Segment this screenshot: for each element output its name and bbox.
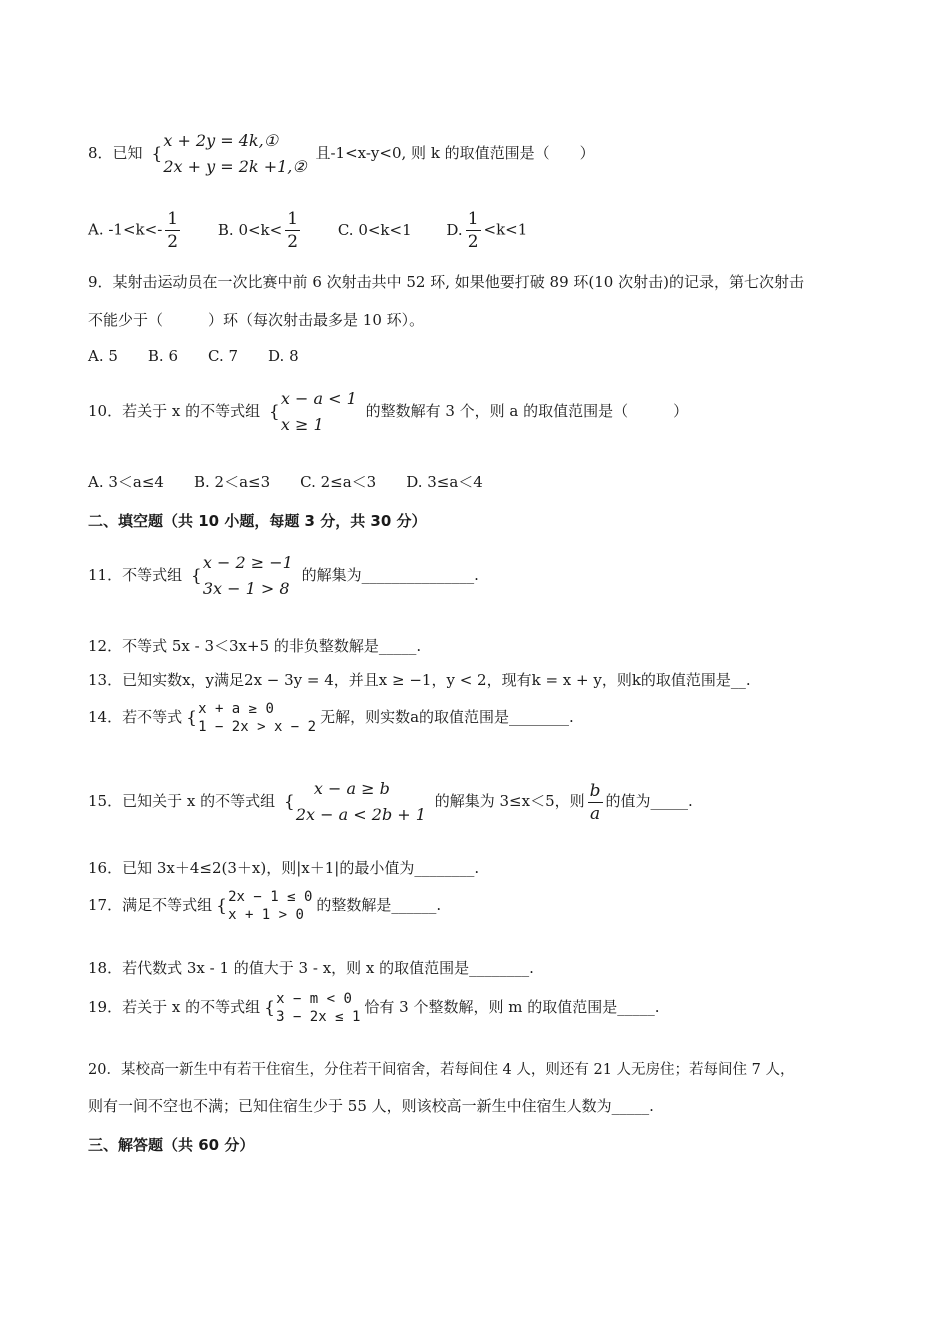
q11-prefix: 11．不等式组 [88,566,183,584]
q10-eq2: x ≥ 1 [280,415,324,434]
q8-option-d-tail: <k<1 [483,220,528,239]
q8-fraction-d [466,208,481,253]
q11-eq1: x − 2 ≥ −1 [202,553,293,572]
frac-num: b [589,780,601,801]
section-3-heading: 三、解答题（共 60 分） [88,1136,255,1154]
q9-options: A. 5 B. 6 C. 7 D. 8 [88,347,299,365]
q8-option-c: C. 0<k<1 [337,220,412,239]
q19-prefix: 19．若关于 x 的不等式组 [88,998,261,1016]
frac-num: 1 [287,209,299,229]
frac-num: 1 [167,209,179,229]
q11-system [191,550,293,602]
q19-eq1: x − m < 0 [276,991,352,1007]
question-18: 18．若代数式 3x - 1 的值大于 3 - x，则 x 的取值范围是________. [88,959,534,977]
frac-den: a [590,803,601,824]
q8-options [88,208,527,253]
q9-line2: 不能少于（ ）环（每次射击最多是 10 环）。 [88,311,425,329]
q8-eq2: 2x + y = 2k +1,② [163,157,307,176]
question-13: 13．已知实数x，y满足2x − 3y = 4，并且x ≥ −1，y < 2，现有k = x + y，则k的取值范围是__. [88,671,751,689]
q14-eq2: 1 − 2x > x − 2 [198,719,317,735]
q11-eq2: 3x − 1 > 8 [202,579,290,598]
question-8 [88,128,595,180]
q8-option-b: B. 0<k< [217,220,283,239]
question-15 [88,776,693,828]
brace-icon: { [190,566,202,586]
q8-fraction-b [285,208,300,253]
q17-system [216,888,312,924]
q15-mid: 的解集为 3≤x＜5，则 [434,792,585,810]
q14-suffix: 无解，则实数a的取值范围是________. [320,708,574,726]
q14-eq1: x + a ≥ 0 [198,701,274,717]
q9-line1: 9．某射击运动员在一次比赛中前 6 次射击共中 52 环, 如果他要打破 89 环(10 次射击)的记录，第七次射击 [88,273,804,291]
brace-icon: { [216,896,227,916]
q17-suffix: 的整数解是______. [316,896,442,914]
q15-eq2: 2x − a < 2b + 1 [295,805,426,824]
question-14 [88,700,574,736]
q20-line1: 20．某校高一新生中有若干住宿生，分住若干间宿舍，若每间住 4 人，则还有 21 人无房住；若每间住 7 人， [88,1062,795,1078]
q10-system [269,386,357,438]
question-16: 16．已知 3x＋4≤2(3＋x)，则|x＋1|的最小值为________. [88,859,480,877]
q8-option-a: A. -1<k<- [88,220,163,239]
frac-den: 2 [167,232,179,252]
q8-fraction-a [165,208,180,253]
q17-eq2: x + 1 > 0 [228,907,304,923]
q15-eq1: x − a ≥ b [313,779,390,798]
q10-suffix: 的整数解有 3 个，则 a 的取值范围是（ ） [365,402,689,420]
q14-prefix: 14．若不等式 [88,708,183,726]
brace-icon: { [268,402,280,422]
q8-eq1: x + 2y = 4k,① [163,131,279,150]
q15-fraction [588,780,603,825]
section-2-heading: 二、填空题（共 10 小题，每题 3 分，共 30 分） [88,512,427,530]
frac-den: 2 [467,232,479,252]
q8-suffix: 且-1<x-y<0, 则 k 的取值范围是（ ） [315,144,595,162]
q19-eq2: 3 − 2x ≤ 1 [276,1009,361,1025]
q8-prefix: 8．已知 [88,144,143,162]
q17-eq1: 2x − 1 ≤ 0 [228,889,313,905]
brace-icon: { [151,144,163,164]
frac-den: 2 [287,232,299,252]
q10-prefix: 10．若关于 x 的不等式组 [88,402,261,420]
brace-icon: { [264,998,275,1018]
frac-num: 1 [467,209,479,229]
question-11 [88,550,479,602]
q15-prefix: 15．已知关于 x 的不等式组 [88,792,276,810]
q20-line2: 则有一间不空也不满；已知住宿生少于 55 人，则该校高一新生中住宿生人数为_____. [88,1097,654,1115]
q8-system [151,128,306,180]
q10-options: A. 3＜a≤4 B. 2＜a≤3 C. 2≤a＜3 D. 3≤a＜4 [88,473,483,491]
q14-system [186,700,316,736]
brace-icon: { [283,792,295,812]
q17-prefix: 17．满足不等式组 [88,896,213,914]
question-17 [88,888,441,924]
q11-suffix: 的解集为_______________. [301,566,479,584]
q8-option-d: D. [446,220,463,239]
brace-icon: { [186,708,197,728]
q19-system [264,990,360,1026]
q15-system [284,776,426,828]
question-10 [88,386,688,438]
question-19 [88,990,660,1026]
q10-eq1: x − a < 1 [280,389,357,408]
q19-suffix: 恰有 3 个整数解，则 m 的取值范围是_____. [364,998,660,1016]
q15-suffix: 的值为_____. [605,792,693,810]
question-12: 12．不等式 5x - 3＜3x+5 的非负整数解是_____. [88,637,422,655]
